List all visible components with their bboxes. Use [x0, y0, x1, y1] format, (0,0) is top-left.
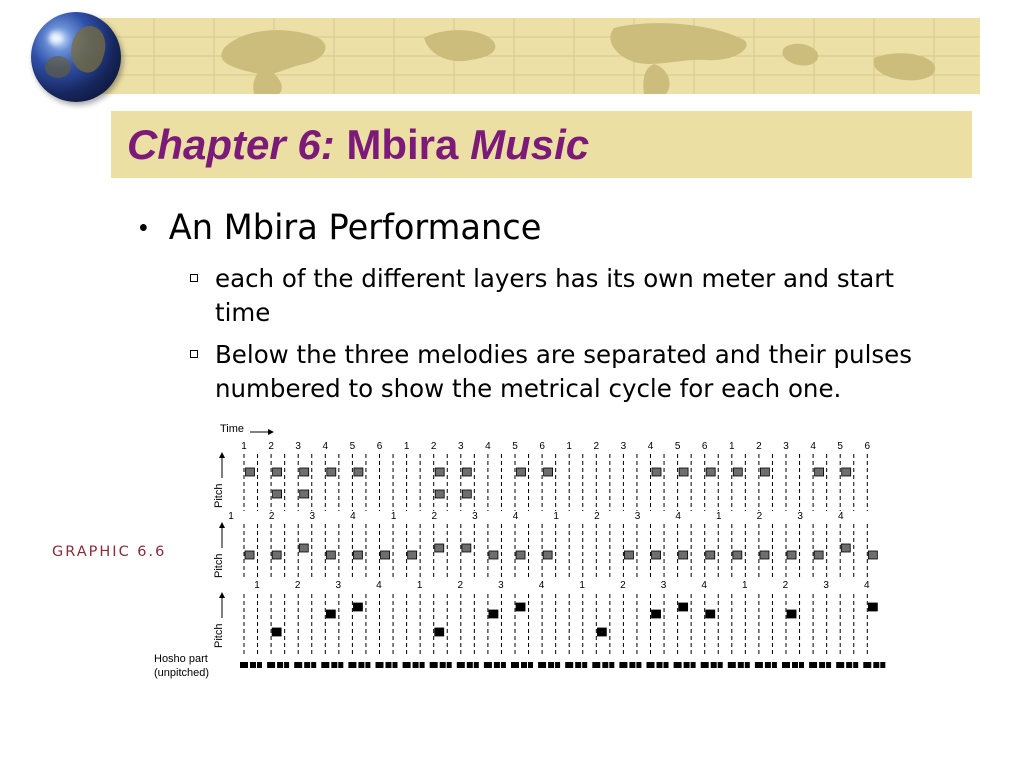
- pulse-number: 4: [647, 441, 654, 452]
- hosho-mark: [619, 662, 627, 668]
- hosho-mark: [863, 662, 871, 668]
- pulse-number: 4: [675, 511, 681, 522]
- hosho-mark: [447, 662, 452, 668]
- pulse-number: 3: [472, 511, 478, 522]
- pulse-number: 4: [863, 580, 870, 591]
- hosho-mark: [873, 662, 879, 668]
- note-mark-layer3: [868, 603, 877, 611]
- title-music: Music: [470, 121, 590, 168]
- pulse-number: 1: [254, 580, 260, 591]
- pitch-arrow-head: [219, 522, 225, 528]
- note-mark-layer3: [787, 610, 796, 618]
- note-mark-layer2: [624, 551, 633, 559]
- sub-bullet-2-text: Below the three melodies are separated and their pulses numbered to show the metrical cycle for each one.: [215, 340, 912, 403]
- note-mark-layer3: [652, 610, 661, 618]
- note-mark-layer2: [868, 551, 877, 559]
- hosho-mark: [284, 662, 289, 668]
- hosho-mark: [718, 662, 723, 668]
- hosho-mark: [609, 662, 614, 668]
- mbira-graphic: [150, 418, 890, 690]
- pulse-number: 1: [228, 511, 234, 522]
- hosho-mark: [528, 662, 533, 668]
- note-mark-layer1: [462, 490, 471, 498]
- hosho-mark: [277, 662, 283, 668]
- hosho-mark: [467, 662, 473, 668]
- hosho-mark: [826, 662, 831, 668]
- note-mark-layer1: [273, 468, 282, 476]
- note-mark-layer1: [760, 468, 769, 476]
- pulse-number: 4: [810, 441, 816, 452]
- hosho-mark: [799, 662, 804, 668]
- note-mark-layer2: [787, 551, 796, 559]
- note-mark-layer2: [353, 551, 362, 559]
- pulse-number: 4: [376, 580, 382, 591]
- pitch-label-2: Pitch: [213, 553, 225, 578]
- note-mark-layer2: [272, 551, 281, 559]
- title-chapter: Chapter 6:: [127, 121, 335, 168]
- note-mark-layer2: [760, 551, 769, 559]
- hosho-mark: [430, 662, 438, 668]
- hosho-mark: [555, 662, 560, 668]
- pulse-number: 3: [295, 441, 301, 452]
- note-mark-layer1: [435, 490, 444, 498]
- note-mark-layer2: [381, 551, 390, 559]
- pulse-number: 4: [322, 441, 329, 452]
- hosho-mark: [393, 662, 398, 668]
- pitch-label-1: Pitch: [213, 483, 225, 508]
- hosho-mark: [484, 662, 492, 668]
- hosho-mark: [521, 662, 527, 668]
- pulse-number: 3: [458, 441, 464, 452]
- pulse-number: 2: [294, 580, 301, 591]
- note-mark-layer1: [435, 468, 444, 476]
- pulse-number: 2: [594, 511, 600, 522]
- pulse-number: 1: [729, 441, 735, 452]
- hosho-mark: [501, 662, 506, 668]
- pulse-number: 2: [756, 441, 762, 452]
- hosho-mark: [636, 662, 641, 668]
- time-arrow-head: [268, 429, 274, 435]
- note-mark-layer3: [272, 628, 281, 636]
- note-mark-layer3: [706, 610, 715, 618]
- hosho-mark: [664, 662, 669, 668]
- pulse-number: 6: [701, 441, 708, 452]
- hosho-mark: [311, 662, 316, 668]
- hosho-mark: [691, 662, 696, 668]
- hosho-mark: [755, 662, 763, 668]
- hosho-mark: [853, 662, 858, 668]
- hosho-mark: [257, 662, 262, 668]
- note-mark-layer1: [544, 468, 553, 476]
- pitch-label-3: Pitch: [213, 623, 225, 648]
- note-mark-layer1: [273, 490, 282, 498]
- pulse-number: 3: [783, 441, 789, 452]
- pulse-number: 1: [716, 511, 722, 522]
- note-mark-layer2: [814, 551, 823, 559]
- hosho-mark: [294, 662, 302, 668]
- hosho-mark: [474, 662, 479, 668]
- pulse-number: 6: [864, 441, 871, 452]
- pitch-arrow-head: [219, 452, 225, 458]
- hosho-mark: [331, 662, 337, 668]
- pulse-number: 3: [634, 511, 641, 522]
- hosho-mark: [250, 662, 256, 668]
- hosho-mark: [511, 662, 519, 668]
- pulse-number: 5: [674, 441, 681, 452]
- globe-logo: [31, 12, 121, 102]
- hosho-mark: [647, 662, 655, 668]
- note-mark-layer2: [326, 551, 335, 559]
- pulse-number: 1: [241, 441, 247, 452]
- hosho-mark: [846, 662, 852, 668]
- pitch-arrow-head: [219, 592, 225, 598]
- hosho-mark: [738, 662, 744, 668]
- hosho-mark: [565, 662, 573, 668]
- pulse-number: 2: [620, 580, 626, 591]
- hosho-mark: [745, 662, 750, 668]
- hosho-mark: [792, 662, 798, 668]
- hosho-mark: [494, 662, 500, 668]
- graphic-label: GRAPHIC 6.6: [52, 544, 167, 560]
- pulse-number: 4: [538, 580, 545, 591]
- hosho-mark: [457, 662, 465, 668]
- hosho-mark: [358, 662, 364, 668]
- note-mark-layer1: [354, 468, 363, 476]
- hosho-mark: [582, 662, 587, 668]
- pulse-number: 6: [539, 441, 545, 452]
- hosho-mark: [575, 662, 581, 668]
- world-map-graphic: [94, 18, 980, 94]
- hosho-mark: [657, 662, 663, 668]
- hosho-mark: [711, 662, 717, 668]
- world-map-banner: [94, 18, 980, 94]
- hosho-mark: [836, 662, 844, 668]
- pulse-number: 1: [403, 441, 410, 452]
- hosho-mark: [304, 662, 310, 668]
- hosho-label: Hosho part: [154, 653, 208, 665]
- note-mark-layer1: [246, 468, 255, 476]
- hosho-mark: [674, 662, 682, 668]
- pulse-number: 4: [485, 441, 491, 452]
- pulse-number: 5: [837, 441, 843, 452]
- note-mark-layer3: [326, 610, 335, 618]
- hosho-mark: [728, 662, 736, 668]
- note-mark-layer3: [489, 610, 498, 618]
- pulse-number: 5: [512, 441, 518, 452]
- note-mark-layer1: [462, 468, 471, 476]
- hosho-mark: [538, 662, 546, 668]
- hosho-mark: [548, 662, 554, 668]
- pulse-number: 6: [376, 441, 383, 452]
- pulse-number: 1: [742, 580, 748, 591]
- sub-bullet-1-text: each of the different layers has its own meter and start time: [215, 264, 894, 327]
- square-bullet-icon: [190, 350, 198, 358]
- hosho-mark: [701, 662, 709, 668]
- hosho-mark: [819, 662, 825, 668]
- pulse-number: 2: [431, 511, 438, 522]
- title-mbira: Mbira: [334, 121, 471, 168]
- hosho-mark: [403, 662, 411, 668]
- pulse-number: 4: [512, 511, 519, 522]
- note-mark-layer3: [353, 603, 362, 611]
- bullet-dot: [140, 224, 147, 231]
- hosho-sublabel: (unpitched): [154, 667, 210, 679]
- note-mark-layer1: [652, 468, 661, 476]
- note-mark-layer3: [679, 603, 688, 611]
- hosho-mark: [765, 662, 771, 668]
- pulse-number: 3: [660, 580, 667, 591]
- note-mark-layer1: [706, 468, 715, 476]
- note-mark-layer2: [516, 551, 525, 559]
- hosho-mark: [420, 662, 425, 668]
- note-mark-layer2: [462, 544, 471, 552]
- hosho-mark: [772, 662, 777, 668]
- note-mark-layer2: [435, 544, 444, 552]
- pulse-number: 4: [837, 511, 844, 522]
- note-mark-layer2: [543, 551, 552, 559]
- note-mark-layer3: [435, 628, 444, 636]
- main-bullet-text: An Mbira Performance: [168, 208, 542, 248]
- pulse-number: 2: [593, 441, 600, 452]
- note-mark-layer3: [597, 628, 606, 636]
- hosho-mark: [413, 662, 419, 668]
- note-mark-layer1: [842, 468, 851, 476]
- hosho-mark: [338, 662, 343, 668]
- pulse-number: 4: [701, 580, 707, 591]
- time-label: Time: [220, 423, 245, 435]
- pulse-number: 4: [350, 511, 356, 522]
- pulse-number: 1: [416, 580, 423, 591]
- pulse-number: 3: [797, 511, 803, 522]
- hosho-mark: [592, 662, 600, 668]
- hosho-mark: [880, 662, 885, 668]
- pulse-number: 3: [309, 511, 316, 522]
- hosho-mark: [684, 662, 690, 668]
- hosho-mark: [782, 662, 790, 668]
- note-mark-layer2: [679, 551, 688, 559]
- hosho-mark: [440, 662, 446, 668]
- note-mark-layer2: [706, 551, 715, 559]
- note-mark-layer2: [489, 551, 498, 559]
- hosho-mark: [267, 662, 275, 668]
- hosho-mark: [386, 662, 392, 668]
- pulse-number: 3: [498, 580, 504, 591]
- hosho-mark: [348, 662, 356, 668]
- pulse-number: 2: [457, 580, 464, 591]
- note-mark-layer2: [245, 551, 254, 559]
- hosho-mark: [809, 662, 817, 668]
- note-mark-layer1: [815, 468, 824, 476]
- note-mark-layer2: [299, 544, 308, 552]
- note-mark-layer2: [408, 551, 417, 559]
- note-mark-layer1: [300, 490, 309, 498]
- pulse-number: 2: [268, 511, 275, 522]
- title-bar: [111, 111, 972, 178]
- note-mark-layer2: [652, 551, 661, 559]
- note-mark-layer2: [841, 544, 850, 552]
- square-bullet-icon: [190, 274, 198, 282]
- hosho-mark: [602, 662, 608, 668]
- note-mark-layer1: [679, 468, 688, 476]
- note-mark-layer3: [516, 603, 525, 611]
- pulse-number: 2: [756, 511, 763, 522]
- pulse-number: 1: [553, 511, 559, 522]
- note-mark-layer2: [733, 551, 742, 559]
- pulse-number: 2: [430, 441, 437, 452]
- pulse-number: 1: [390, 511, 397, 522]
- pulse-number: 5: [349, 441, 356, 452]
- hosho-mark: [321, 662, 329, 668]
- note-mark-layer1: [300, 468, 309, 476]
- pulse-number: 2: [268, 441, 274, 452]
- note-mark-layer1: [517, 468, 526, 476]
- pulse-number: 3: [620, 441, 627, 452]
- note-mark-layer1: [327, 468, 336, 476]
- pulse-number: 3: [823, 580, 829, 591]
- pulse-number: 1: [579, 580, 585, 591]
- hosho-mark: [376, 662, 384, 668]
- pulse-number: 3: [335, 580, 342, 591]
- hosho-mark: [629, 662, 635, 668]
- pulse-number: 2: [782, 580, 789, 591]
- hosho-mark: [240, 662, 248, 668]
- pulse-number: 1: [566, 441, 572, 452]
- note-mark-layer1: [733, 468, 742, 476]
- hosho-mark: [365, 662, 370, 668]
- slide-title: [127, 121, 589, 169]
